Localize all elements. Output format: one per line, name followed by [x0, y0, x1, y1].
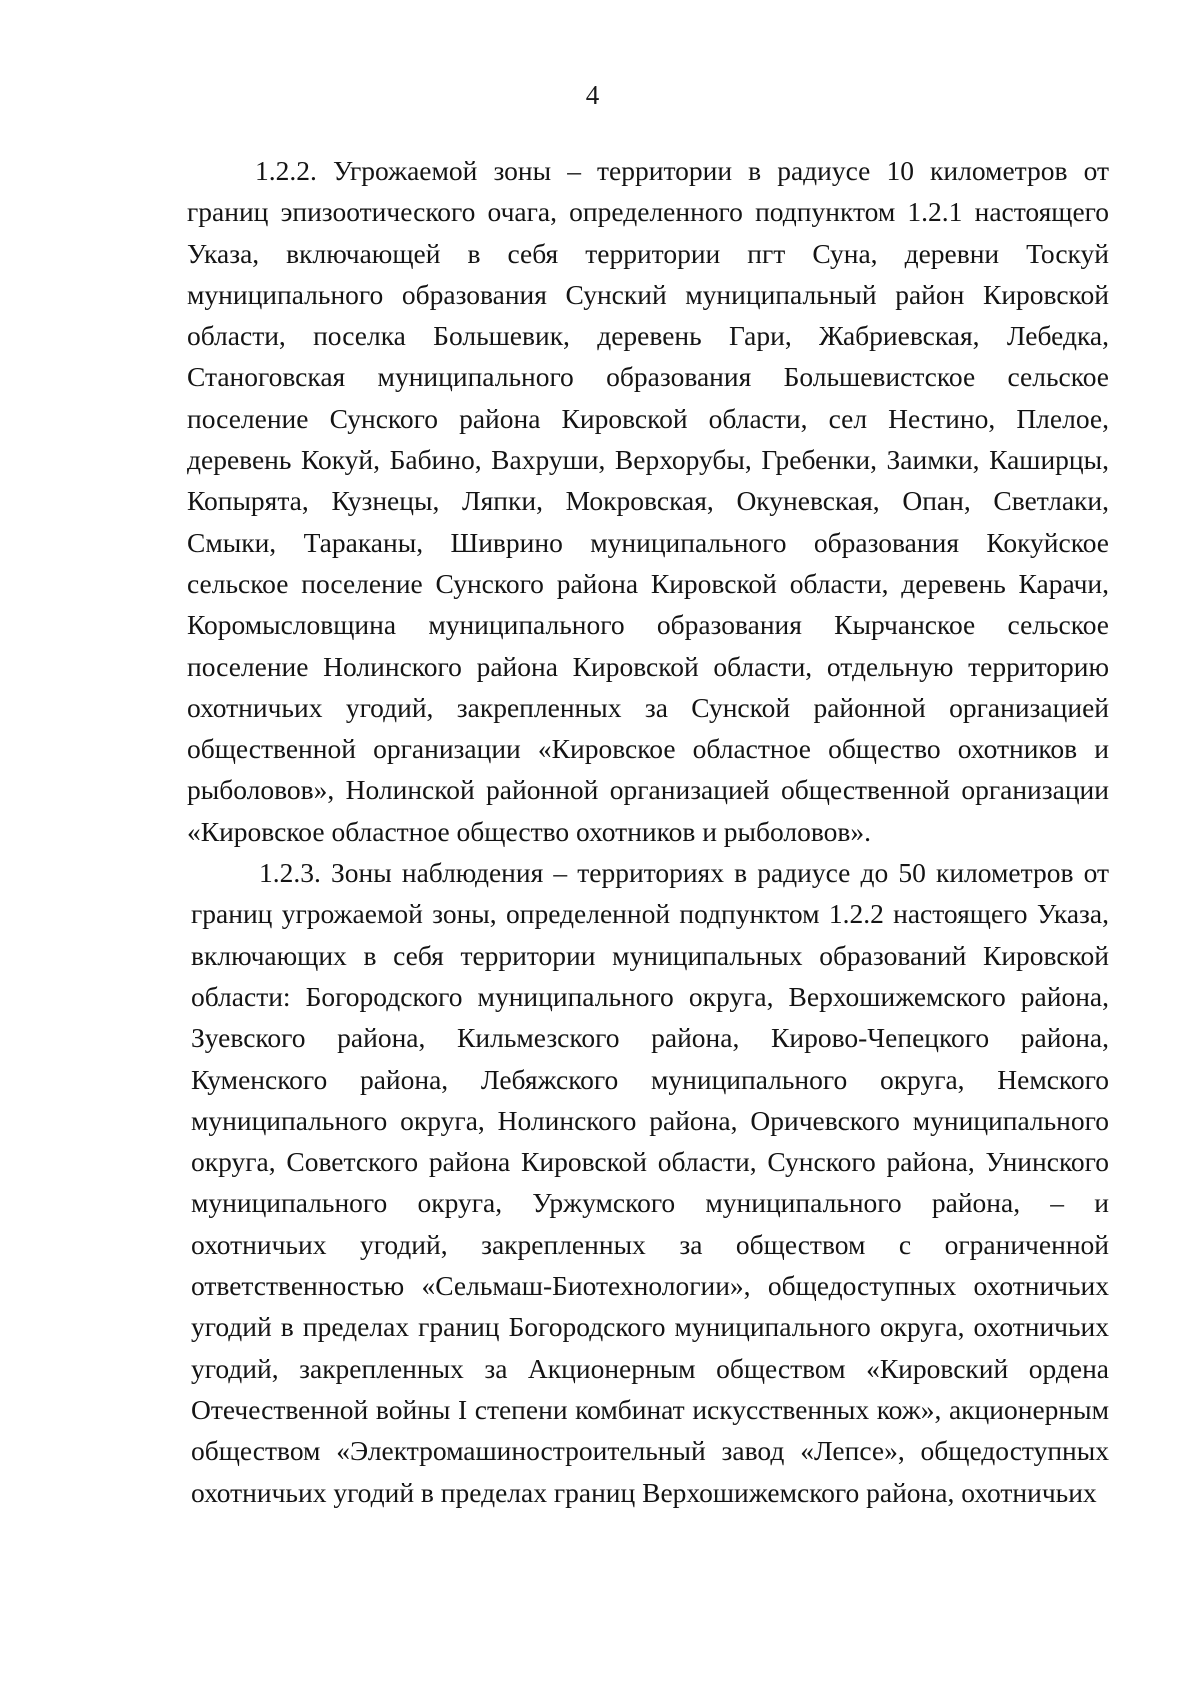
- paragraph-1-2-3: 1.2.3. Зоны наблюдения – территориях в радиусе до 50 километров от границ угрожаемой зоны, определенной подпунктом 1.2.2 настоящего Указа, включающих в себя территории муниципальных образований Кировской области: Богородского муниципального округа, Верхошижемского района, Зуевского района, Кильмезского района, Кирово-Чепецкого района, Куменского района, Лебяжского муниципального округа, Немского муниципального округа, Нолинского района, Оричевского муниципального округа, Советского района Кировской области, Сунского района, Унинского муниципального округа, Уржумского муниципального района, – и охотничьих угодий, закрепленных за обществом с ограниченной ответственностью «Сельмаш-Биотехнологии», общедоступных охотничьих угодий в пределах границ Богородского муниципального округа, охотничьих угодий, закрепленных за Акционерным обществом «Кировский ордена Отечественной войны I степени комбинат искусственных кож», акционерным обществом «Электромашиностроительный завод «Лепсе», общедоступных охотничьих угодий в пределах границ Верхошижемского района, охотничьих: [191, 857, 1109, 1508]
- page-number: 4: [585, 80, 600, 110]
- paragraph-1-2-2: 1.2.2. Угрожаемой зоны – территории в радиусе 10 километров от границ эпизоотического очага, определенного подпунктом 1.2.1 настоящего Указа, включающей в себя территории пгт Суна, деревни Тоскуй муниципального образования Сунский муниципальный район Кировской области, поселка Большевик, деревень Гари, Жабриевская, Лебедка, Станоговская муниципального образования Большевистское сельское поселение Сунского района Кировской области, сел Нестино, Плелое, деревень Кокуй, Бабино, Вахруши, Верхорубы, Гребенки, Заимки, Каширцы, Копырята, Кузнецы, Ляпки, Мокровская, Окуневская, Опан, Светлаки, Смыки, Тараканы, Шиврино муниципального образования Кокуйское сельское поселение Сунского района Кировской области, деревень Карачи, Коромысловщина муниципального образования Кырчанское сельское поселение Нолинского района Кировской области, отдельную территорию охотничьих угодий, закрепленных за Сунской районной организацией общественной организации «Кировское областное общество охотников и рыболовов», Нолинской районной организацией общественной организации «Кировское областное общество охотников и рыболовов».: [187, 155, 1109, 847]
- document-body: [187, 150, 1109, 1513]
